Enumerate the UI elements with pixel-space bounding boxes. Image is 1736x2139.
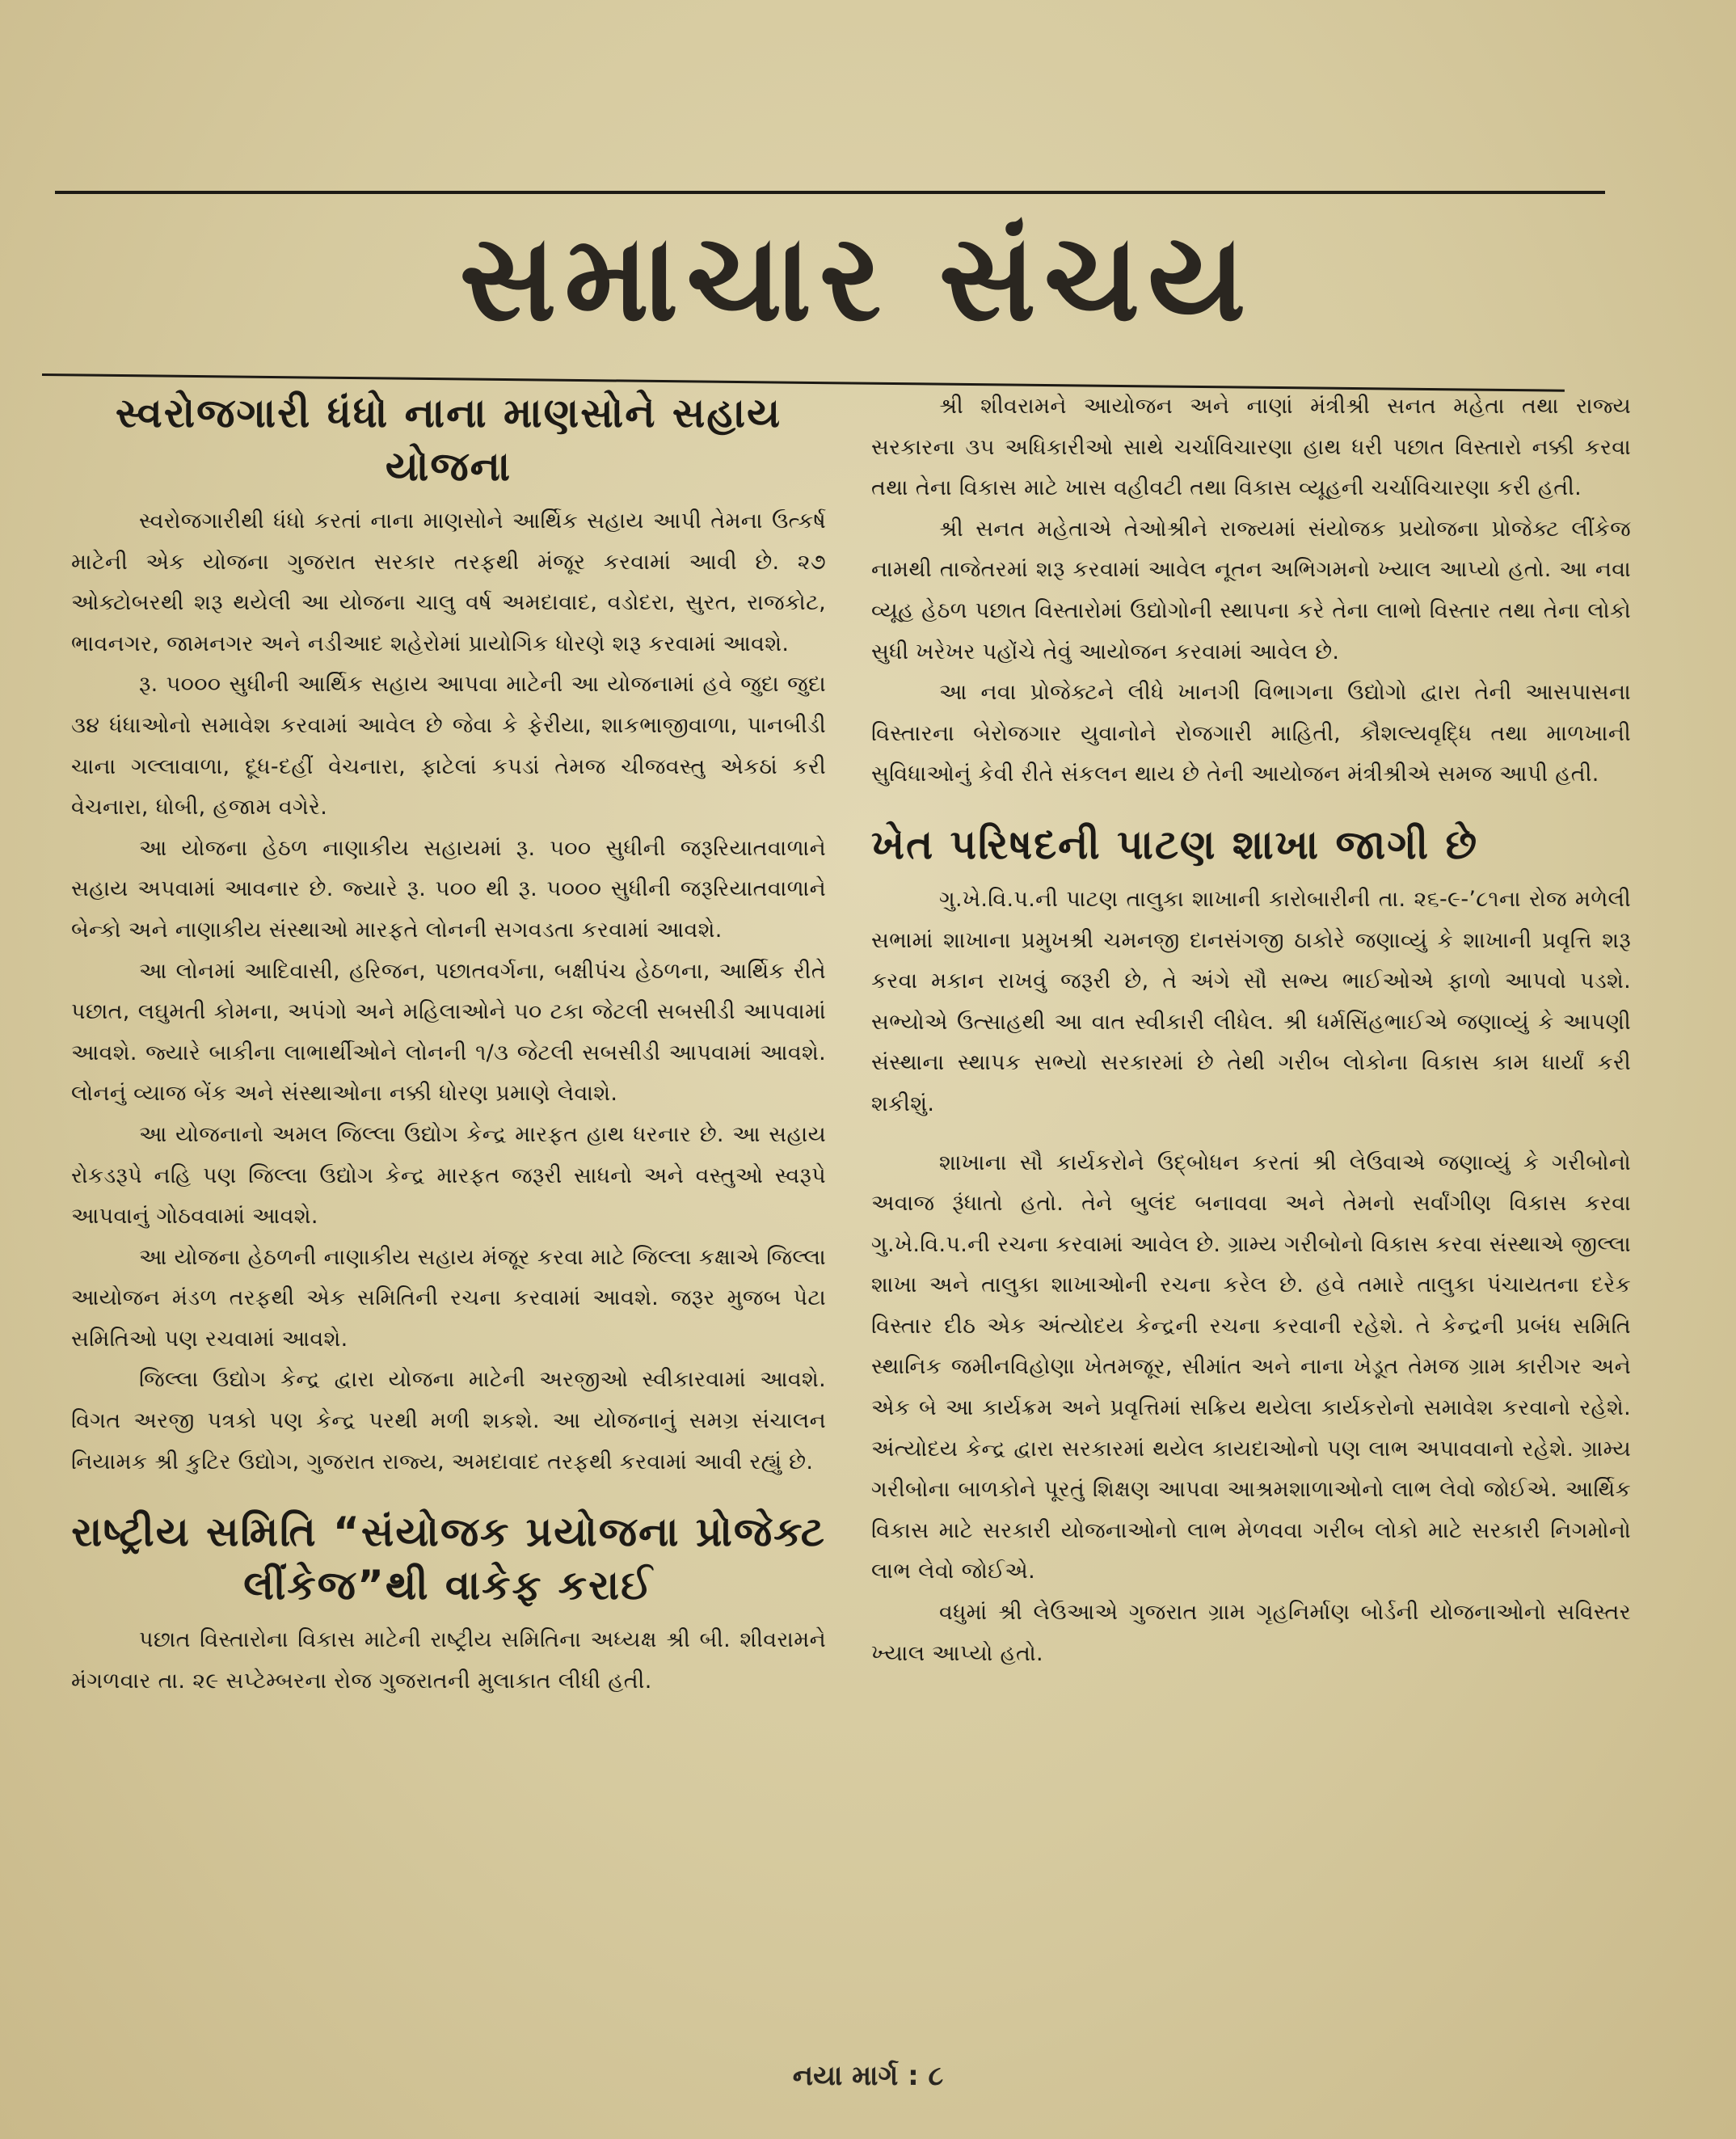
article-patan-branch <box>871 818 1631 1674</box>
article-national-committee-continued <box>871 386 1631 795</box>
article-paragraph: ગુ.ખે.વિ.પ.ની પાટણ તાલુકા શાખાની કારોબારીની તા. ૨૬-૯-’૮૧ના રોજ મળેલી સભામાં શાખાના પ્રમુખશ્રી ચમનજી દાનસંગજી ઠાકોરે જણાવ્યું કે શાખાની પ્રવૃત્તિ શરૂ કરવા મકાન રાખવું જરૂરી છે, તે અંગે સૌ સભ્ય ભાઈઓએ ફાળો આપવો પડશે. સભ્યોએ ઉત્સાહથી આ વાત સ્વીકારી લીધેલ. શ્રી ધર્મસિંહભાઈએ જણાવ્યું કે આપણી સંસ્થાના સ્થાપક સભ્યો સરકારમાં છે તેથી ગરીબ લોકોના વિકાસ કામ ધાર્યાં કરી શકીશું. <box>871 886 1631 1116</box>
article-paragraph: આ યોજનાનો અમલ જિલ્લા ઉદ્યોગ કેન્દ્ર મારફત હાથ ધરનાર છે. આ સહાય રોકડરૂપે નહિ પણ જિલ્લા ઉદ્યોગ કેન્દ્ર મારફત જરૂરી સાધનો અને વસ્તુઓ સ્વરૂપે આપવાનું ગોઠવવામાં આવશે. <box>71 1121 826 1230</box>
article-paragraph: શાખાના સૌ કાર્યકરોને ઉદ્બોધન કરતાં શ્રી લેઉવાએ જણાવ્યું કે ગરીબોનો અવાજ રૂંધાતો હતો. તેને બુલંદ બનાવવા અને તેમનો સર્વાંગીણ વિકાસ કરવા ગુ.ખે.વિ.પ.ની રચના કરવામાં આવેલ છે. ગ્રામ્ય ગરીબોનો વિકાસ કરવા સંસ્થાએ જીલ્લા શાખા અને તાલુકા શાખાઓની રચના કરેલ છે. હવે તમારે તાલુકા પંચાયતના દરેક વિસ્તાર દીઠ એક અંત્યોદય કેન્દ્રની રચના કરવાની રહેશે. તે કેન્દ્રની પ્રબંધ સમિતિ સ્થાનિક જમીનવિહોણા ખેતમજૂર, સીમાંત અને નાના ખેડૂત તેમજ ગ્રામ કારીગર અને એક બે આ કાર્યક્રમ અને પ્રવૃત્તિમાં સક્રિય થયેલા કાર્યકરોનો સમાવેશ કરવાનો રહેશે. અંત્યોદય કેન્દ્ર દ્વારા સરકારમાં થયેલ કાયદાઓનો પણ લાભ અપાવવાનો રહેશે. ગ્રામ્ય ગરીબોના બાળકોને પૂરતું શિક્ષણ આપવા આશ્રમશાળાઓનો લાભ લેવો જોઈએ. આર્થિક વિકાસ માટે સરકારી યોજનાઓનો લાભ મેળવવા ગરીબ લોકો માટે સરકારી નિગમોનો લાભ લેવો જોઈએ. <box>871 1150 1631 1584</box>
article-heading: રાષ્ટ્રીય સમિતિ “સંયોજક પ્રયોજના પ્રોજેક્ટ લીંકેજ”થી વાકેફ કરાઈ <box>71 1508 826 1610</box>
page-footer: નયા માર્ગ : ૮ <box>792 2060 944 2092</box>
article-paragraph: શ્રી સનત મહેતાએ તેઓશ્રીને રાજ્યમાં સંયોજક પ્રયોજના પ્રોજેક્ટ લીંકેજ નામથી તાજેતરમાં શરૂ કરવામાં આવેલ નૂતન અભિગમનો ખ્યાલ આપ્યો હતો. આ નવા વ્યૂહ હેઠળ પછાત વિસ્તારોમાં ઉદ્યોગોની સ્થાપના કરે તેના લાભો વિસ્તાર તથા તેના લોકો સુધી ખરેખર પહોંચે તેવું આયોજન કરવામાં આવેલ છે. <box>871 516 1631 664</box>
article-paragraph: સ્વરોજગારીથી ધંધો કરતાં નાના માણસોને આર્થિક સહાય આપી તેમના ઉત્કર્ષ માટેની એક યોજના ગુજરાત સરકાર તરફથી મંજૂર કરવામાં આવી છે. ૨૭ ઓક્ટોબરથી શરૂ થયેલી આ યોજના ચાલુ વર્ષ અમદાવાદ, વડોદરા, સુરત, રાજકોટ, ભાવનગર, જામનગર અને નડીઆદ શહેરોમાં પ્રાયોગિક ધોરણે શરૂ કરવામાં આવશે. <box>71 508 826 656</box>
masthead-title: સમાચાર સંચય <box>459 209 1254 348</box>
article-paragraph: આ યોજના હેઠળ નાણાકીય સહાયમાં રૂ. ૫૦૦ સુધીની જરૂરિયાતવાળાને સહાય અપવામાં આવનાર છે. જ્યારે રૂ. ૫૦૦ થી રૂ. ૫૦૦૦ સુધીની જરૂરિયાતવાળાને બેન્કો અને નાણાકીય સંસ્થાઓ મારફતે લોનની સગવડતા કરવામાં આવશે. <box>71 835 826 943</box>
left-column <box>71 386 826 1702</box>
article-heading: ખેત પરિષદની પાટણ શાખા જાગી છે <box>871 821 1479 868</box>
article-paragraph: વધુમાં શ્રી લેઉઆએ ગુજરાત ગ્રામ ગૃહનિર્માણ બોર્ડની યોજનાઓનો સવિસ્તર ખ્યાલ આપ્યો હતો. <box>871 1600 1631 1666</box>
article-paragraph: આ લોનમાં આદિવાસી, હરિજન, પછાતવર્ગના, બક્ષીપંચ હેઠળના, આર્થિક રીતે પછાત, લઘુમતી કોમના, અપંગો અને મહિલાઓને ૫૦ ટકા જેટલી સબસીડી આપવામાં આવશે. જ્યારે બાકીના લાભાર્થીઓને લોનની ૧/૩ જેટલી સબસીડી આપવામાં આવશે. લોનનું વ્યાજ બેંક અને સંસ્થાઓના નક્કી ધોરણ પ્રમાણે લેવાશે. <box>71 958 826 1107</box>
article-paragraph: આ યોજના હેઠળની નાણાકીય સહાય મંજૂર કરવા માટે જિલ્લા કક્ષાએ જિલ્લા આયોજન મંડળ તરફથી એક સમિતિની રચના કરવામાં આવશે. જરૂર મુજબ પેટા સમિતિઓ પણ રચવામાં આવશે. <box>71 1244 826 1352</box>
article-paragraph: પછાત વિસ્તારોના વિકાસ માટેની રાષ્ટ્રીય સમિતિના અધ્યક્ષ શ્રી બી. શીવરામને મંગળવાર તા. ૨૯ સપ્ટેમ્બરના રોજ ગુજરાતની મુલાકાત લીધી હતી. <box>71 1627 826 1694</box>
article-heading: સ્વરોજગારી ધંધો નાના માણસોને સહાય યોજના <box>115 390 782 490</box>
article-self-employment <box>71 386 826 1483</box>
right-column <box>871 386 1631 1674</box>
article-paragraph: જિલ્લા ઉદ્યોગ કેન્દ્ર દ્વારા યોજના માટેની અરજીઓ સ્વીકારવામાં આવશે. વિગત અરજી પત્રકો પણ કેન્દ્ર પરથી મળી શકશે. આ યોજનાનું સમગ્ર સંચાલન નિયામક શ્રી કુટિર ઉદ્યોગ, ગુજરાત રાજ્ય, અમદાવાદ તરફથી કરવામાં આવી રહ્યું છે. <box>71 1367 826 1475</box>
article-paragraph: શ્રી શીવરામને આયોજન અને નાણાં મંત્રીશ્રી સનત મહેતા તથા રાજ્ય સરકારના ૩૫ અધિકારીઓ સાથે ચર્ચાવિચારણા હાથ ધરી પછાત વિસ્તારો નક્કી કરવા તથા તેના વિકાસ માટે ખાસ વહીવટી તથા વિકાસ વ્યૂહની ચર્ચાવિચારણા કરી હતી. <box>871 394 1631 501</box>
article-paragraph: આ નવા પ્રોજેક્ટને લીધે ખાનગી વિભાગના ઉદ્યોગો દ્વારા તેની આસપાસના વિસ્તારના બેરોજગાર યુવાનોને રોજગારી માહિતી, કૌશલ્યવૃદ્ધિ તથા માળખાની સુવિધાઓનું કેવી રીતે સંકલન થાય છે તેની આયોજન મંત્રીશ્રીએ સમજ આપી હતી. <box>871 680 1631 787</box>
article-paragraph: રૂ. ૫૦૦૦ સુધીની આર્થિક સહાય આપવા માટેની આ યોજનામાં હવે જુદા જુદા ૩૪ ધંધાઓનો સમાવેશ કરવામાં આવેલ છે જેવા કે ફેરીયા, શાકભાજીવાળા, પાનબીડી ચાના ગલ્લાવાળા, દૂધ-દહીં વેચનારા, ફાટેલાં કપડાં તેમજ ચીજવસ્તુ એકઠાં કરી વેચનારા, ધોબી, હજામ વગેરે. <box>71 672 826 821</box>
article-national-committee <box>71 1505 826 1702</box>
top-rule <box>55 191 1605 194</box>
